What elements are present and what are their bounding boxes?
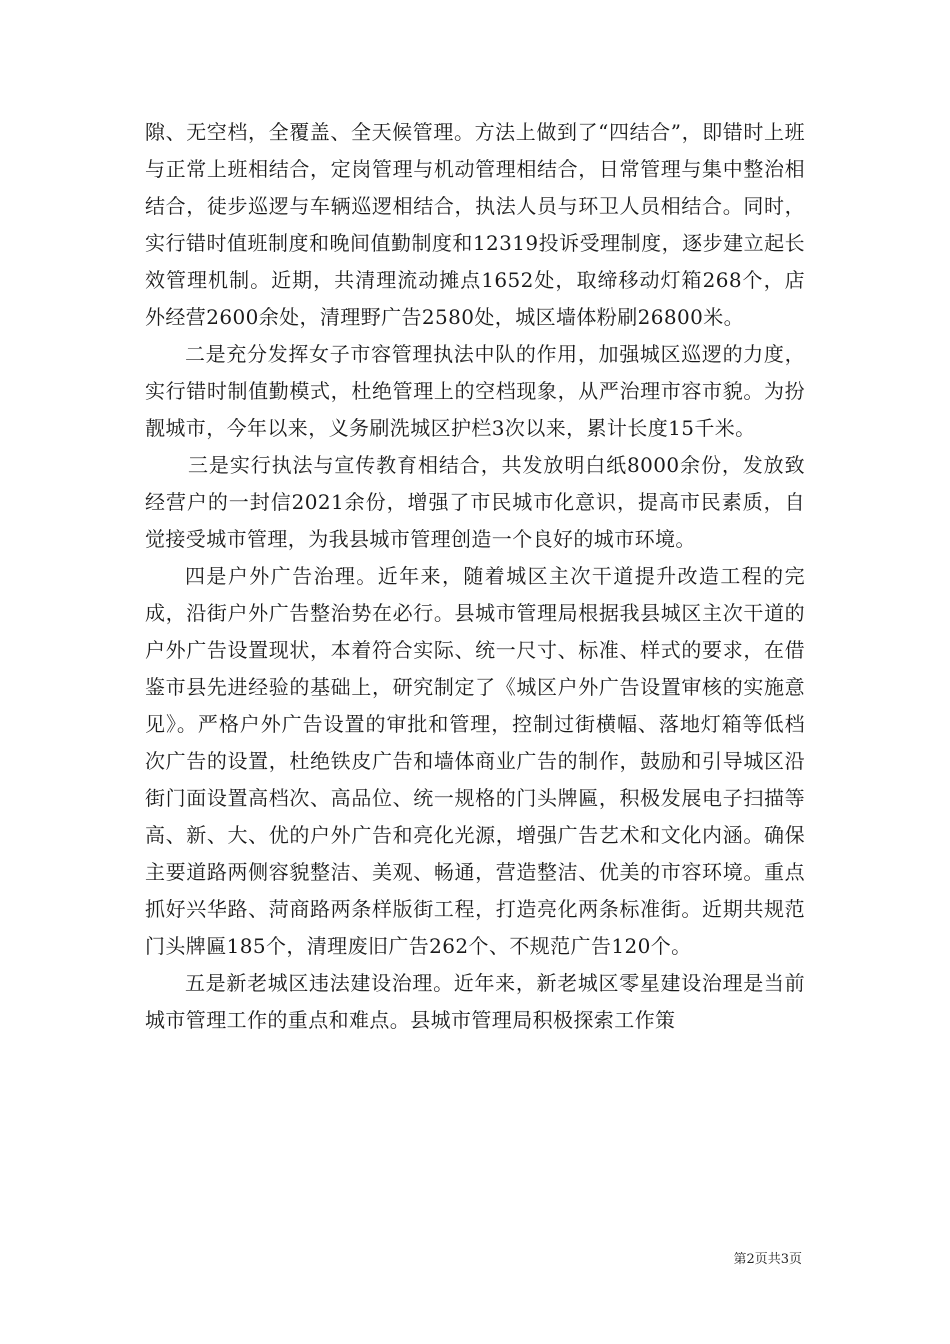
- page-number-footer: 第2页共3页: [733, 1252, 802, 1267]
- paragraph-five: 五是新老城区违法建设治理。近年来，新老城区零星建设治理是当前城市管理工作的重点和难点。县城市管理局积极探索工作策: [145, 971, 805, 1032]
- document-body: [145, 114, 805, 1039]
- paragraph-four: 四是户外广告治理。近年来，随着城区主次干道提升改造工程的完成，沿街户外广告整治势在必行。县城市管理局根据我县城区主次干道的户外广告设置现状，本着符合实际、统一尺寸、标准、样式的要求，在借鉴市县先进经验的基础上，研究制定了《城区户外广告设置审核的实施意见》。严格户外广告设置的审批和管理，控制过街横幅、落地灯箱等低档次广告的设置，杜绝铁皮广告和墙体商业广告的制作，鼓励和引导城区沿街门面设置高档次、高品位、统一规格的门头牌匾，积极发展电子扫描等高、新、大、优的户外广告和亮化光源，增强广告艺术和文化内涵。确保主要道路两侧容貌整洁、美观、畅通，营造整洁、优美的市容环境。重点抓好兴华路、菏商路两条样版街工程，打造亮化两条标准街。近期共规范门头牌匾185个，清理废旧广告262个、不规范广告120个。: [145, 564, 805, 958]
- paragraph-two: 二是充分发挥女子市容管理执法中队的作用，加强城区巡逻的力度，实行错时制值勤模式，杜绝管理上的空档现象，从严治理市容市貌。为扮靓城市，今年以来，义务刷洗城区护栏3次以来，累计长度15千米。: [145, 342, 805, 440]
- paragraph-continuation: 隙、无空档，全覆盖、全天候管理。方法上做到了“四结合”，即错时上班与正常上班相结合，定岗管理与机动管理相结合，日常管理与集中整治相结合，徒步巡逻与车辆巡逻相结合，执法人员与环卫人员相结合。同时，实行错时值班制度和晚间值勤制度和12319投诉受理制度，逐步建立起长效管理机制。近期，共清理流动摊点1652处，取缔移动灯箱268个，店外经营2600余处，清理野广告2580处，城区墙体粉刷26800米。: [145, 120, 805, 329]
- paragraph-three: 三是实行执法与宣传教育相结合，共发放明白纸8000余份，发放致经营户的一封信2021余份，增强了市民城市化意识，提高市民素质，自觉接受城市管理，为我县城市管理创造一个良好的城市环境。: [145, 453, 805, 551]
